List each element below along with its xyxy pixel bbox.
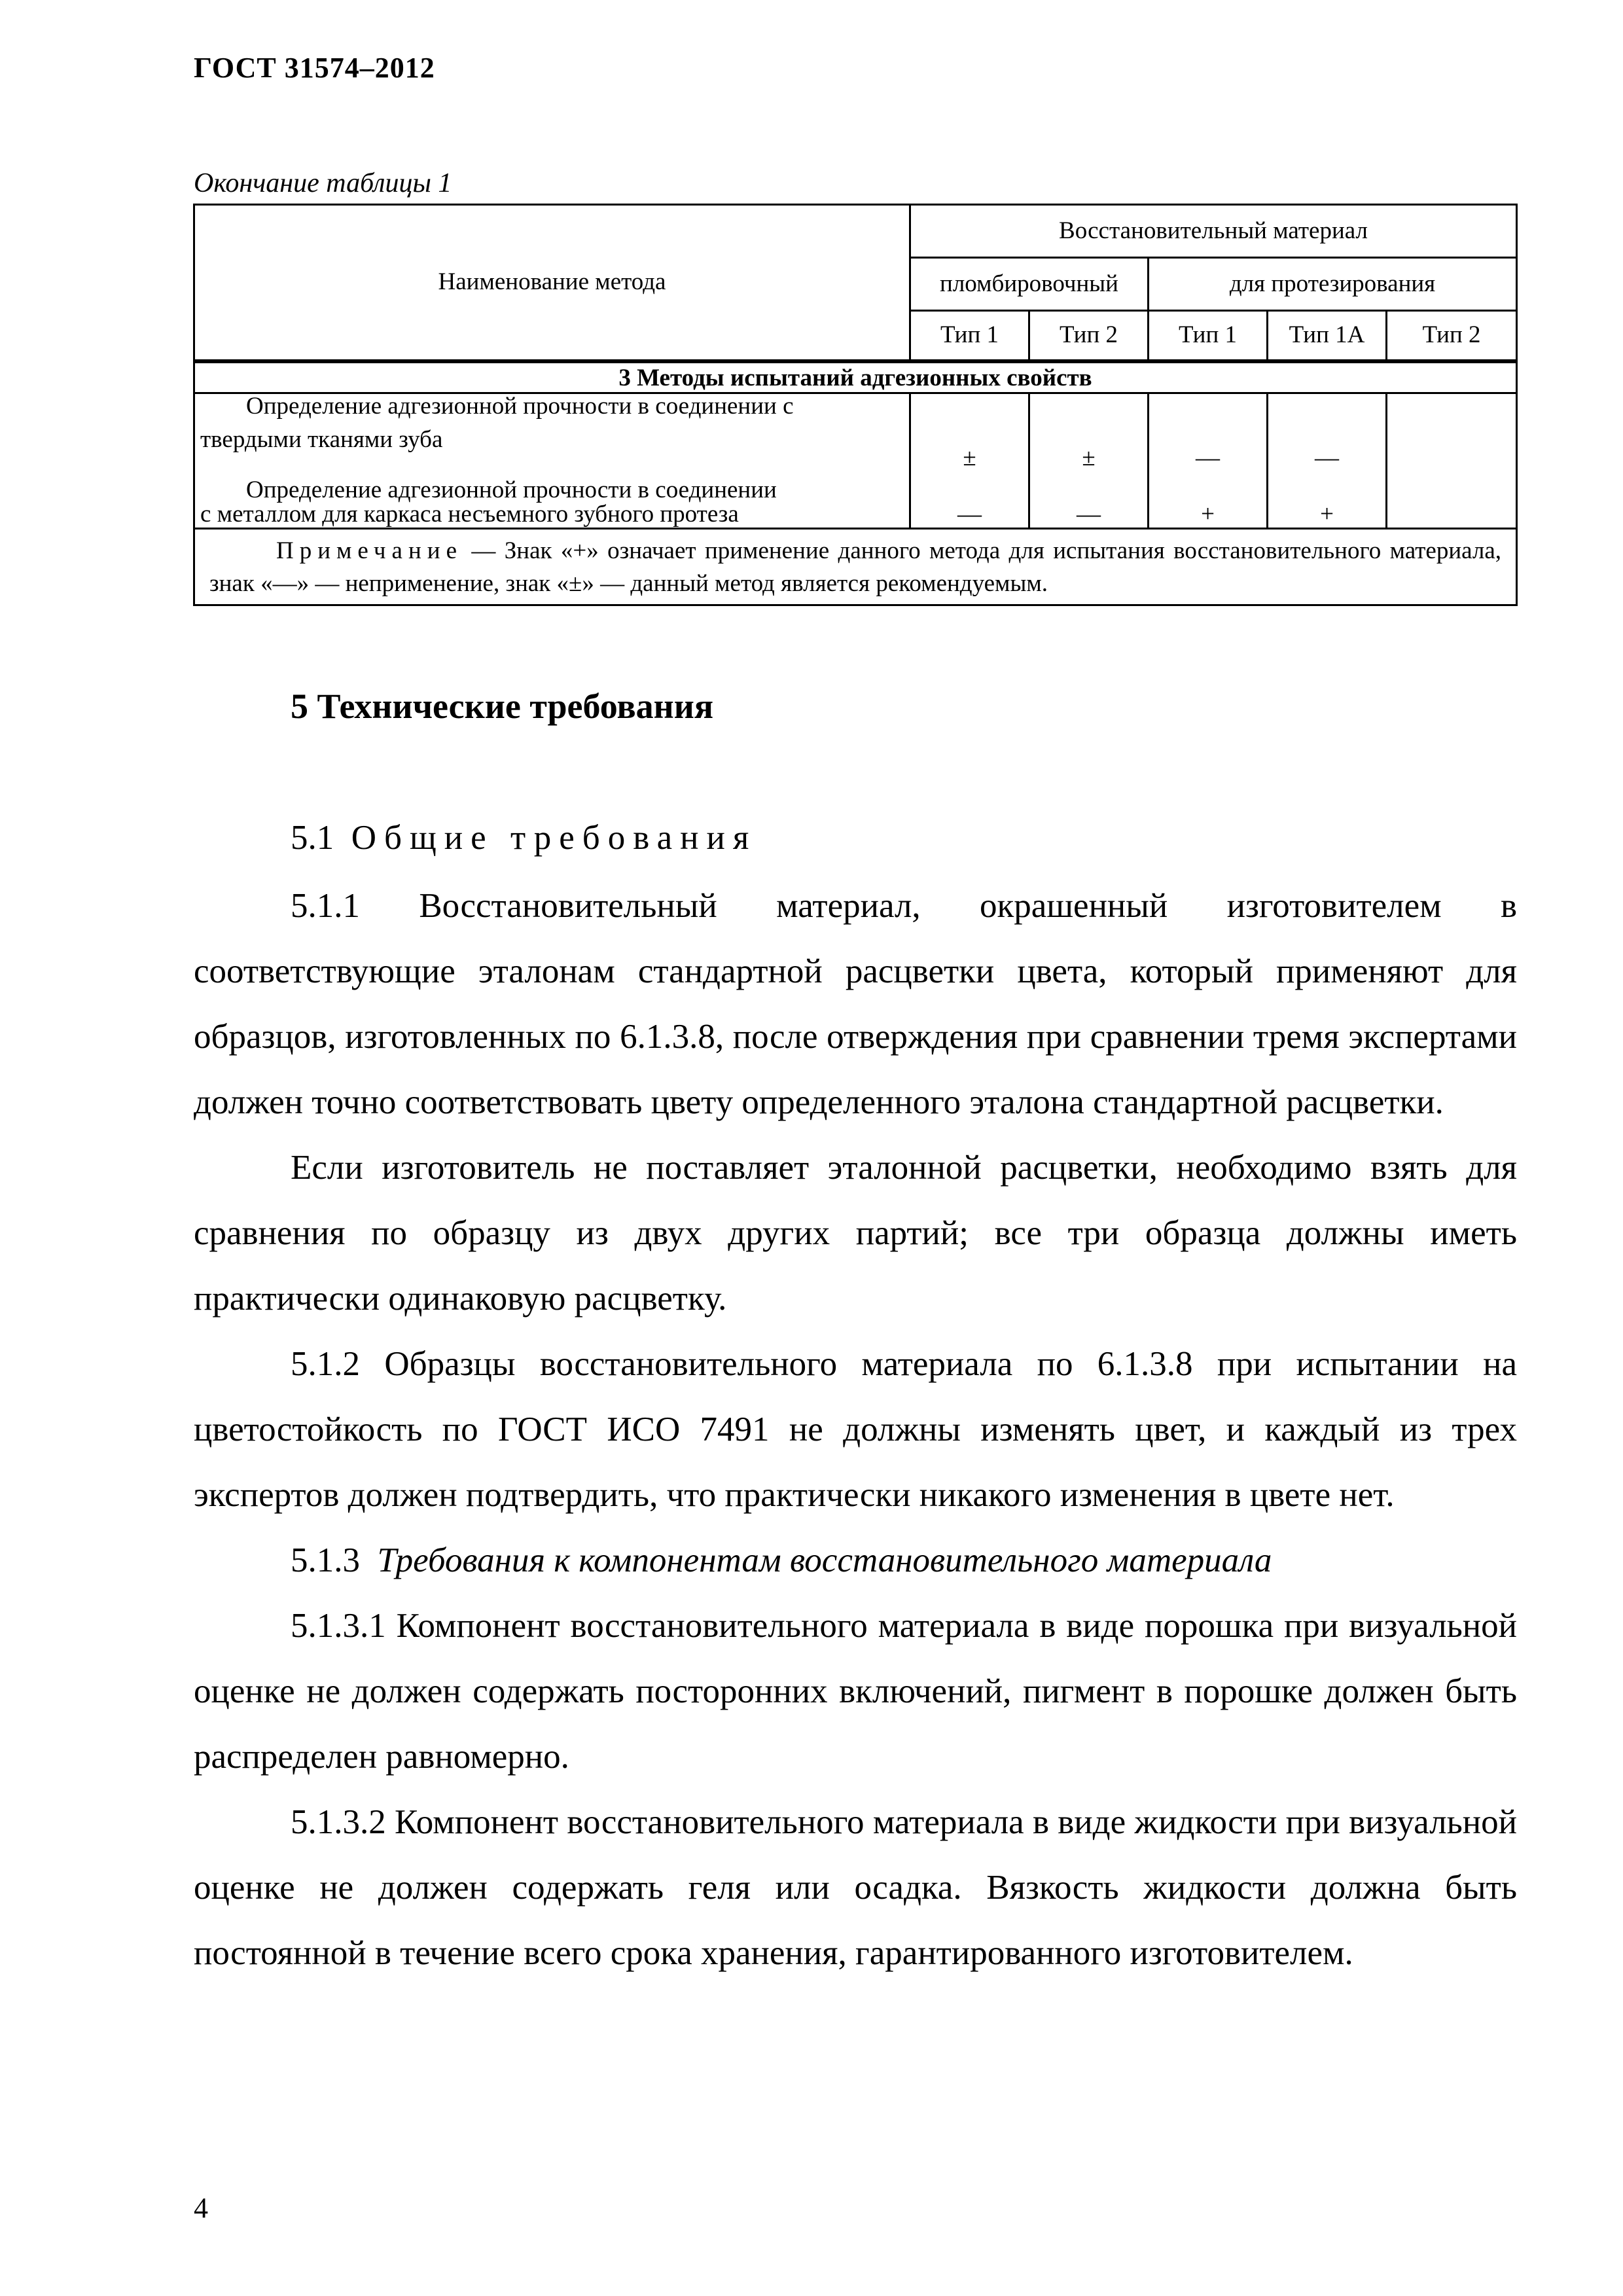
paragraph-italic-title: Требования к компонентам восстановительного материала <box>377 1541 1272 1579</box>
method-name-cell <box>194 393 910 476</box>
subsection-number: 5.1 <box>291 819 334 857</box>
value-cell <box>1387 476 1517 529</box>
paragraph-manufacturer: Если изготовитель не поставляет эталонной расцветки, необходимо взять для сравнения по образцу из двух других партий; все три образца должны иметь практически одинаковую расцветку. <box>194 1149 1517 1318</box>
method-name-line: твердыми тканями зуба <box>200 425 443 453</box>
method-name-line: Определение адгезионной прочности в соединении <box>246 476 777 503</box>
group-prosthetics-cell: для протезирования <box>1149 258 1517 311</box>
table-caption: Окончание таблицы 1 <box>194 168 452 198</box>
methods-table <box>193 204 1518 606</box>
method-header-cell: Наименование метода <box>194 205 910 361</box>
type-header-cell: Тип 1А <box>1268 311 1387 361</box>
table-section-title: 3 Методы испытаний адгезионных свойств <box>194 361 1517 393</box>
method-name-line: с металлом для каркаса несъемного зубного протеза <box>200 500 739 528</box>
table-row <box>194 393 1517 476</box>
type-header-cell: Тип 1 <box>910 311 1029 361</box>
value-cell: — <box>910 476 1029 529</box>
page-number: 4 <box>194 2192 208 2224</box>
body-text <box>194 873 1517 1986</box>
paragraph-5-1-1: 5.1.1 Восстановительный материал, окрашенный изготовителем в соответствующие эталонам стандартной расцветки цвета, который применяют для образцов, изготовленных по 6.1.3.8, после отверждения при сравнении тремя экспертами должен точно соответствовать цвету определенного эталона стандартной расцветки. <box>194 887 1517 1121</box>
value-cell: + <box>1149 476 1268 529</box>
group-filling-cell: пломбировочный <box>910 258 1149 311</box>
method-name-cell <box>194 476 910 529</box>
subsection-5-1-heading <box>291 818 757 857</box>
type-header-cell: Тип 2 <box>1387 311 1517 361</box>
paragraph-5-1-3-2: 5.1.3.2 Компонент восстановительного материала в виде жидкости при визуальной оценке не должен содержать геля или осадка. Вязкость жидкости должна быть постоянной в течение всего срока хранения, гарантированного изготовителем. <box>194 1803 1517 1972</box>
material-header-cell: Восстановительный материал <box>910 205 1517 258</box>
section-5-title: 5 Технические требования <box>291 687 714 726</box>
value-cell: — <box>1268 393 1387 476</box>
value-cell: — <box>1149 393 1268 476</box>
value-cell <box>1387 393 1517 476</box>
type-header-cell: Тип 2 <box>1029 311 1149 361</box>
paragraph-5-1-2: 5.1.2 Образцы восстановительного материала по 6.1.3.8 при испытании на цветостойкость по ГОСТ ИСО 7491 не должны изменять цвет, и каждый из трех экспертов должен подтвердить, что практически никакого изменения в цвете нет. <box>194 1345 1517 1514</box>
value-cell: ± <box>1029 393 1149 476</box>
type-header-cell: Тип 1 <box>1149 311 1268 361</box>
subsection-title: Общие требования <box>351 819 757 857</box>
document-code-header: ГОСТ 31574–2012 <box>194 52 435 84</box>
value-cell: + <box>1268 476 1387 529</box>
value-cell: ± <box>910 393 1029 476</box>
method-name-line: Определение адгезионной прочности в соединении с <box>246 392 794 420</box>
paragraph-5-1-3 <box>194 1528 1517 1593</box>
table-row <box>194 476 1517 529</box>
paragraph-number: 5.1.3 <box>291 1541 360 1579</box>
note-text: — Знак «+» означает применение данного метода для испытания восстановительного материала, знак «—» — неприменение, знак «±» — данный метод является рекомендуемым. <box>209 537 1502 597</box>
value-cell: — <box>1029 476 1149 529</box>
note-label: Примечание <box>276 537 463 564</box>
paragraph-5-1-3-1: 5.1.3.1 Компонент восстановительного материала в виде порошка при визуальной оценке не должен содержать посторонних включений, пигмент в порошке должен быть распределен равномерно. <box>194 1607 1517 1776</box>
table-note <box>194 528 1517 605</box>
